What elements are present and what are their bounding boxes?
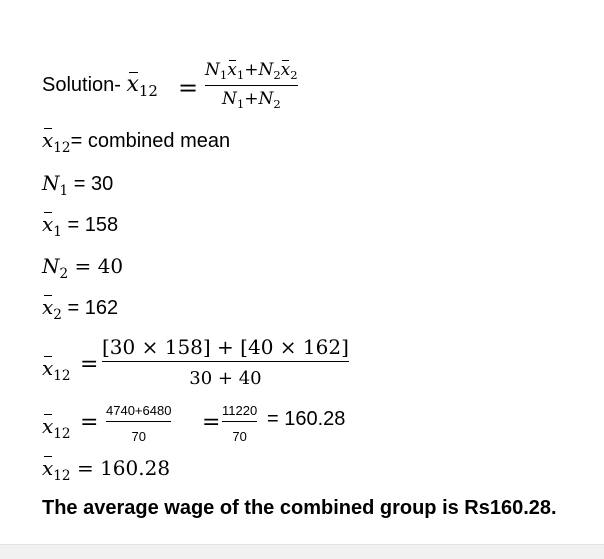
step1-equals: = [80,352,99,377]
n2-definition: $N_2 = 40$ [42,254,124,282]
formula-fraction [205,60,298,111]
step2-fraction-2 [222,403,257,444]
step2-denominator-1: 70 [131,429,146,444]
step2-numerator-1: 4740+6480 [106,403,172,418]
step1-fraction [102,335,349,389]
step2-fraction-bar-2 [222,421,257,422]
formula-numerator: $N_1x_1+N_2x_2$ [205,60,298,83]
x1-definition: $x_1 = 158$ [42,212,119,240]
formula-fraction-bar [205,85,298,86]
formula-equals: = [178,74,199,102]
step2-denominator-2: 70 [232,429,247,444]
step2-fraction-bar-1 [106,421,171,422]
step2-equals: = [80,410,99,435]
bottom-bar [0,544,604,559]
x2-definition: $x_2 = 162$ [42,295,119,323]
step2-lhs: $x_{12}$ [42,414,71,442]
step2-fraction-1 [106,403,171,444]
combined-mean-symbol: $x_{12}$ [126,72,158,101]
step1-fraction-bar [102,361,349,362]
step1-numerator: [30 × 158] + [40 × 162] [102,335,349,359]
combined-mean-definition: $x_{12}=$ combined mean [42,128,231,156]
step3-line: $x_{12} = 160.28$ [42,456,171,484]
step1-lhs: $x_{12}$ [42,356,71,384]
step2-equals-2: = [202,410,221,435]
step1-denominator: 30 + 40 [189,368,262,389]
formula-denominator: $N_1+N_2$ [221,89,281,112]
solution-label: Solution- [42,74,121,96]
conclusion-text: The average wage of the combined group is Rs160.28. [42,497,557,519]
step2-numerator-2: 11220 [222,403,258,418]
formula-line [42,72,158,100]
n1-definition: $N_1 = 30$ [42,171,114,199]
step2-result: = 160.28 [267,408,346,430]
